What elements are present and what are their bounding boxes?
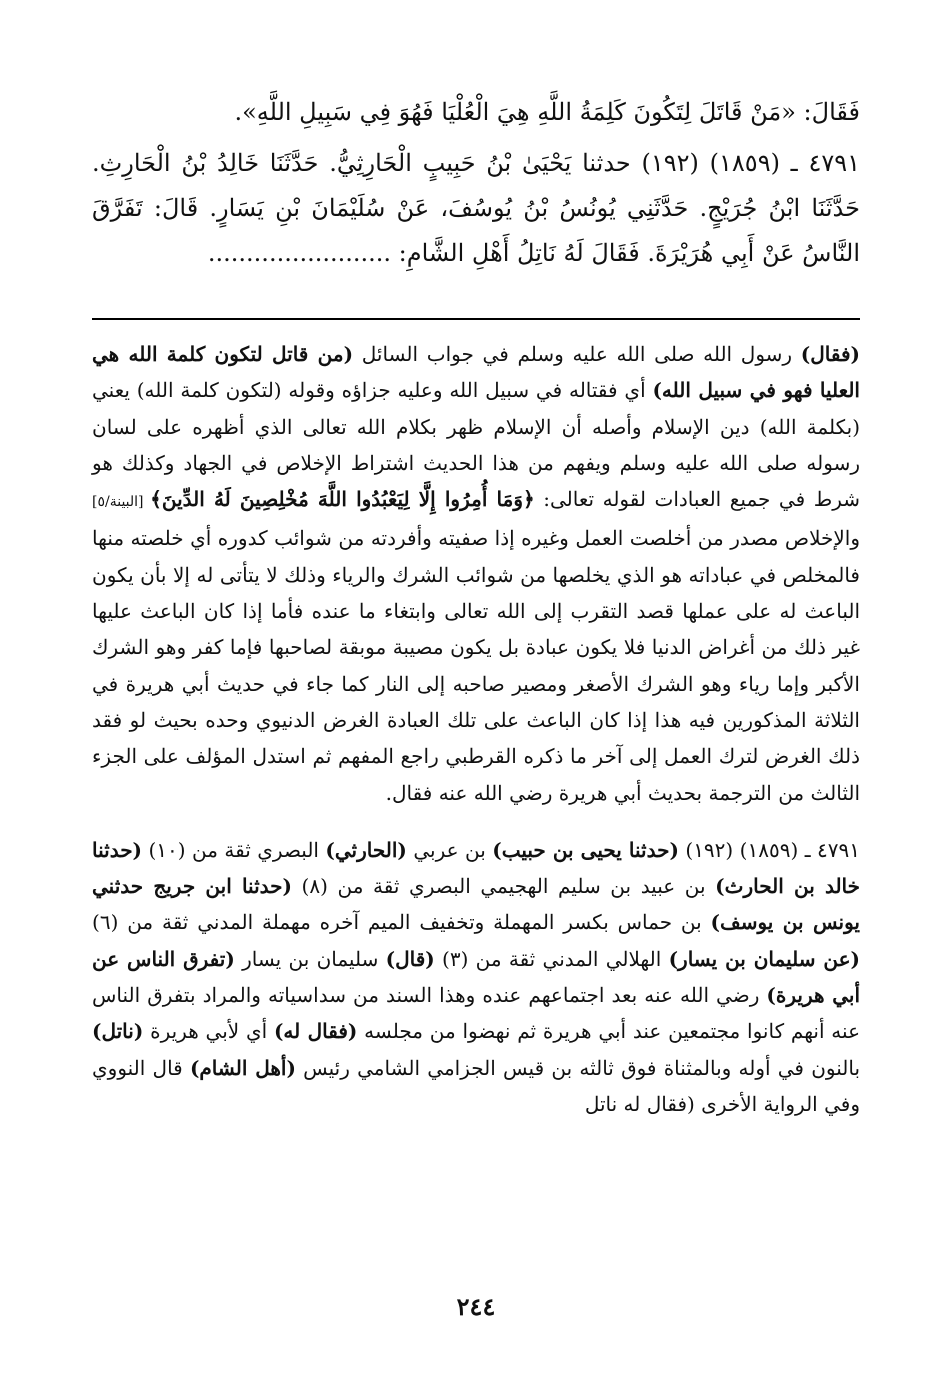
commentary-paragraph-1 [92,336,860,811]
matn-section [92,90,860,276]
commentary-text: بن عبيد بن سليم الهجيمي البصري ثقة من (٨) [291,874,716,899]
commentary-text: والإخلاص مصدر من أخلصت العمل وغيره إذا صفيته وأفردته من شوائب كدوره أي خلصته منها فالمخلص في عباداته هو الذي يخلصها من شوائب الشرك والرياء وذلك لا يتأتى له إلا بأن يكون الباعث له على عملها قصد التقرب إلى الله تعالى وابتغاء ما عنده فأما إذا كان الباعث عليها غير ذلك من أغراض الدنيا فلا يكون عبادة بل يكون مصيبة موبقة لصاحبها فإما كفر وهو الشرك الأكبر وإما رياء وهو الشرك الأصغر ومصير صاحبه إلى النار كما جاء في حديث أبي هريرة في الثلاثة المذكورين فيه هذا إذا كان الباعث على تلك العبادة الغرض الدنيوي وحده بحيث لو فقد ذلك الغرض لترك العمل إلى آخر ما ذكره القرطبي راجع المفهم ثم استدل المؤلف على الجزء الثالث من الترجمة بحديث أبي هريرة رضي الله عنه فقال. [92,526,860,805]
commentary-text: سليمان بن يسار [234,946,386,971]
commentary-text: بن حماس بكسر المهملة وتخفيف الميم آخره مهملة المدني ثقة من (٦) [92,910,711,935]
bold-phrase: (أهل الشام) [189,1055,296,1080]
bold-phrase: (قال) [385,946,435,971]
commentary-section [92,336,860,1122]
commentary-text: قال النووي وفي الرواية الأخرى (فقال له ناتل [92,1055,860,1116]
bold-phrase: (فقال له) [273,1019,358,1044]
hadith-text [92,90,860,276]
commentary-text: بالنون في أوله وبالمثناة فوق ثالثه بن قيس الجزامي الشامي رئيس [295,1055,861,1080]
page-number: ٢٤٤ [456,1292,496,1321]
bold-phrase: (عن سليمان بن يسار) [668,946,860,971]
bold-phrase: (فقال) [800,342,860,366]
quran-verse: ﴿وَمَا أُمِرُوا إِلَّا لِيَعْبُدُوا اللَّهَ مُخْلِصِينَ لَهُ الدِّينَ﴾ [150,487,535,512]
bold-phrase: (الحارثي) [325,837,407,862]
bold-phrase: (حدثنا يحيى بن حبيب) [492,837,679,862]
bold-phrase: (من قاتل لتكون كلمة الله هي العليا فهو في سبيل الله) [92,342,860,403]
commentary-text: البصري ثقة من (١٠) [142,837,326,862]
hadith-number: ٤٧٩١ ـ (١٨٥٩) (١٩٢) [678,837,860,862]
matn-hadith-4791: ٤٧٩١ ـ (١٨٥٩) (١٩٢) حدثنا يَحْيَىٰ بْنُ حَبِيبٍ الْحَارِثِيُّ. حَدَّثَنَا خَالِدُ بْنُ الْحَارِثِ. حَدَّثَنَا ابْنُ جُرَيْجٍ. حَدَّثَنِي يُونُسُ بْنُ يُوسُفَ، عَنْ سُلَيْمَانَ بْنِ يَسَارٍ. قَالَ: تَفَرَّقَ النَّاسُ عَنْ أَبِي هُرَيْرَةَ. فَقَالَ لَهُ نَاتِلُ أَهْلِ الشَّامِ: ........................ [92,149,861,267]
bold-phrase: (ناتل) [92,1019,144,1044]
commentary-text: رضي الله عنه بعد اجتماعهم عنده وهذا السند من سداسياته والمراد بتفرق الناس عنه أنهم كانوا مجتمعين عند أبي هريرة ثم نهضوا من مجلسه [92,983,860,1044]
commentary-text: الهلالي المدني ثقة من (٣) [434,946,669,971]
commentary-text: أي لأبي هريرة [143,1019,274,1044]
footnote-divider [92,318,860,320]
bold-phrase: (حدثنا خالد بن الحارث) [92,837,861,899]
bold-phrase: (تفرق الناس عن أبي هريرة) [92,946,860,1008]
matn-line-1: فَقَالَ: «مَنْ قَاتَلَ لِتَكُونَ كَلِمَةُ اللَّهِ هِيَ الْعُلْيَا فَهُوَ فِي سَبِيلِ اللَّهِ». [234,98,860,126]
bold-phrase: (حدثنا ابن جريج حدثني يونس بن يوسف) [92,874,860,935]
commentary-paragraph-2 [92,832,860,1122]
verse-reference: [البينة/٥] [92,494,151,511]
commentary-text: رسول الله صلى الله عليه وسلم في جواب السائل [353,342,801,366]
commentary-text: بن عربي [406,837,493,862]
commentary-text: أي فقتاله في سبيل الله وعليه جزاؤه وقوله (لتكون كلمة الله) يعني (بكلمة الله) دين الإسلام وأصله أن الإسلام ظهر بكلام الله تعالى الذي أظهره على لسان رسوله صلى الله عليه وسلم ويفهم من هذا الحديث اشتراط الإخلاص في الجهاد وكذلك هو شرط في جميع العبادات لقوله تعالى: [92,378,860,512]
